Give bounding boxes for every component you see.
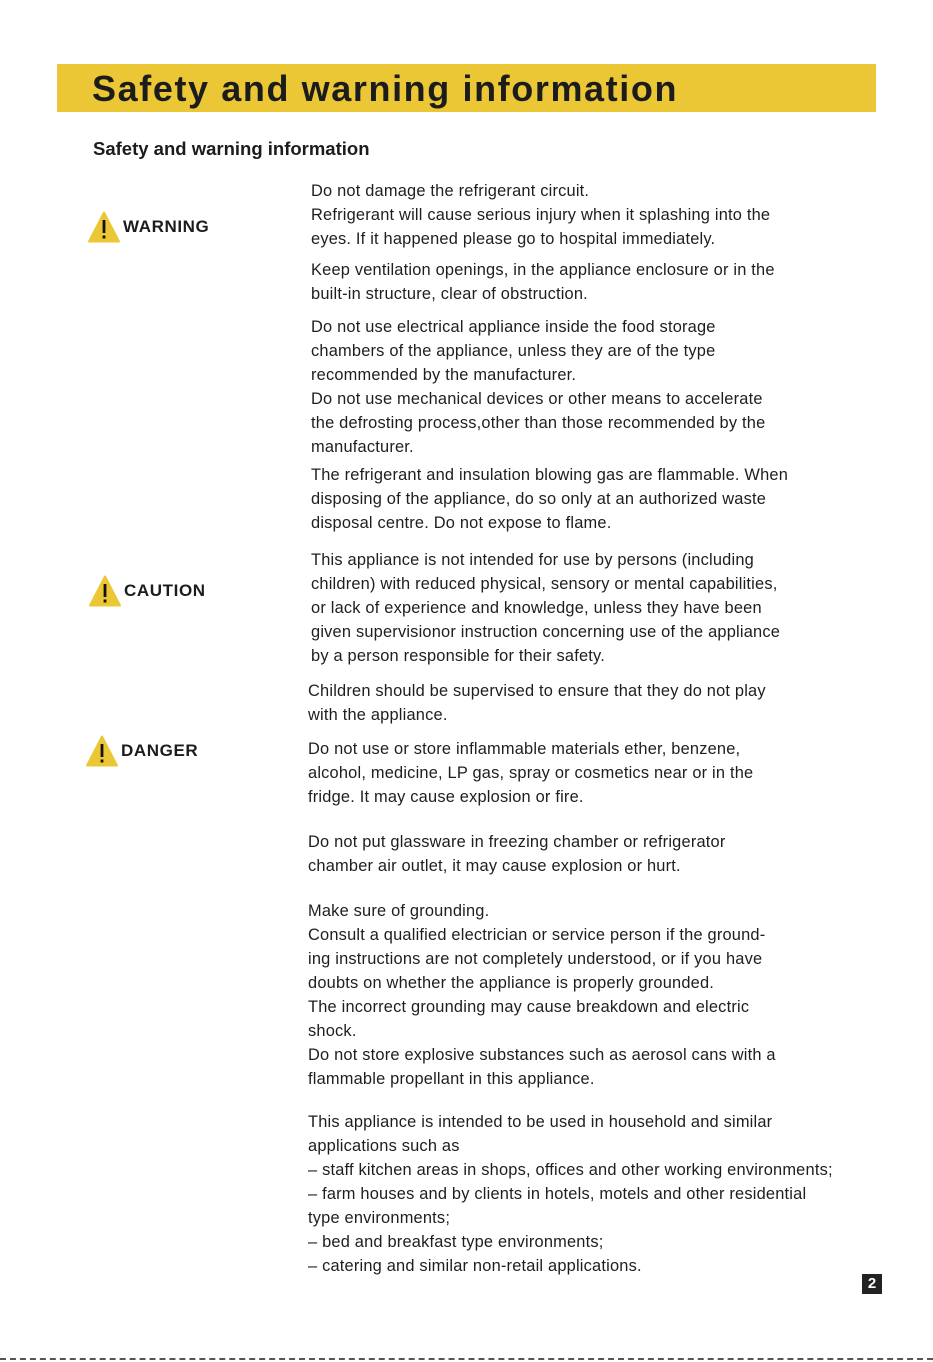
text-line: Do not put glassware in freezing chamber or refrigerator [308, 833, 726, 851]
text-line: – bed and breakfast type environments; [308, 1233, 604, 1251]
text-line: Children should be supervised to ensure that they do not play [308, 682, 766, 700]
text-block-refrigerant-circuit [311, 179, 770, 251]
text-line: shock. [308, 1022, 357, 1040]
header-bar [57, 64, 876, 112]
text-line: Keep ventilation openings, in the appliance enclosure or in the [311, 261, 775, 279]
text-line: type environments; [308, 1209, 451, 1227]
text-block-glassware [308, 830, 726, 878]
text-line: or lack of experience and knowledge, unless they have been [311, 599, 762, 617]
text-line: The refrigerant and insulation blowing gas are flammable. When [311, 466, 789, 484]
text-line: Do not damage the refrigerant circuit. [311, 182, 590, 200]
text-line: disposal centre. Do not expose to flame. [311, 514, 612, 532]
text-line: given supervisionor instruction concerning use of the appliance [311, 623, 781, 641]
text-line: Do not use mechanical devices or other means to accelerate [311, 390, 763, 408]
danger-label-text: DANGER [121, 741, 199, 760]
text-line: Refrigerant will cause serious injury when it splashing into the [311, 206, 771, 224]
text-line: This appliance is intended to be used in household and similar [308, 1113, 773, 1131]
text-line: The incorrect grounding may cause breakdown and electric [308, 998, 750, 1016]
caution-label-text: CAUTION [124, 581, 206, 600]
text-line: ing instructions are not completely understood, or if you have [308, 950, 763, 968]
section-title: Safety and warning information [93, 138, 370, 159]
text-block-flammable-gas [311, 463, 788, 535]
text-line: Do not use or store inflammable materials ether, benzene, [308, 740, 741, 758]
text-line: Make sure of grounding. [308, 902, 490, 920]
danger-label [86, 735, 198, 767]
text-block-children [308, 679, 766, 727]
text-line: doubts on whether the appliance is properly grounded. [308, 974, 715, 992]
caution-triangle-icon [89, 575, 121, 607]
text-block-electrical-appliance [311, 315, 765, 459]
text-line: manufacturer. [311, 438, 414, 456]
text-line: This appliance is not intended for use by persons (including [311, 551, 754, 569]
text-line: flammable propellant in this appliance. [308, 1070, 595, 1088]
text-line: Do not use electrical appliance inside the food storage [311, 318, 716, 336]
text-block-grounding [308, 899, 776, 1091]
caution-label [89, 575, 206, 607]
text-line: fridge. It may cause explosion or fire. [308, 788, 584, 806]
text-line: built-in structure, clear of obstruction. [311, 285, 588, 303]
text-block-ventilation [311, 258, 775, 306]
text-line: children) with reduced physical, sensory or mental capabilities, [311, 575, 778, 593]
text-line: – catering and similar non-retail applications. [308, 1257, 642, 1275]
text-line: – staff kitchen areas in shops, offices and other working environments; [308, 1161, 833, 1179]
bottom-divider [0, 1358, 933, 1360]
warning-triangle-icon [88, 211, 120, 243]
text-line: the defrosting process,other than those recommended by the [311, 414, 766, 432]
warning-label-text: WARNING [123, 217, 210, 236]
text-block-inflammable-materials [308, 737, 753, 809]
text-line: Consult a qualified electrician or service person if the ground- [308, 926, 766, 944]
page-number: 2 [862, 1274, 882, 1294]
text-line: alcohol, medicine, LP gas, spray or cosmetics near or in the [308, 764, 754, 782]
text-line: disposing of the appliance, do so only at an authorized waste [311, 490, 767, 508]
text-line: chambers of the appliance, unless they are of the type [311, 342, 716, 360]
text-line: applications such as [308, 1137, 460, 1155]
text-line: by a person responsible for their safety. [311, 647, 605, 665]
danger-triangle-icon [86, 735, 118, 767]
text-line: with the appliance. [308, 706, 448, 724]
text-line: Do not store explosive substances such as aerosol cans with a [308, 1046, 776, 1064]
text-line: eyes. If it happened please go to hospital immediately. [311, 230, 716, 248]
text-line: – farm houses and by clients in hotels, motels and other residential [308, 1185, 807, 1203]
page-title: Safety and warning information [92, 68, 679, 109]
text-block-persons [311, 548, 780, 668]
text-line: chamber air outlet, it may cause explosion or hurt. [308, 857, 681, 875]
warning-label [88, 211, 209, 243]
text-block-household-use [308, 1110, 833, 1278]
text-line: recommended by the manufacturer. [311, 366, 577, 384]
